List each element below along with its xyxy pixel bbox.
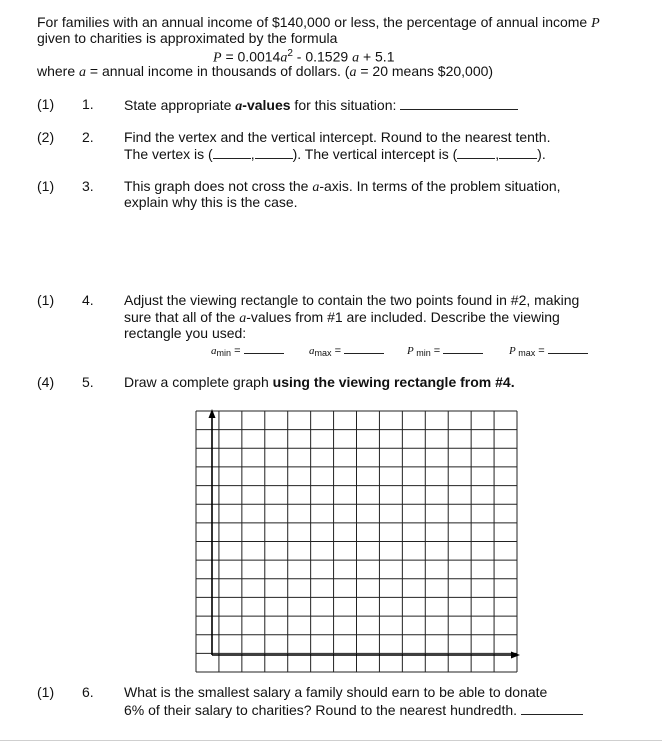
pmin-blank[interactable] — [443, 343, 483, 354]
q6-answer-blank[interactable] — [521, 701, 583, 715]
pmax-blank[interactable] — [548, 343, 588, 354]
q1-text: State appropriate a-values for this situation: — [124, 96, 518, 115]
vertical-axis-arrow-icon — [209, 409, 216, 418]
q5-points: (4) — [37, 374, 55, 390]
q3-line-2: explain why this is the case. — [124, 194, 298, 210]
pmin-field: P $_{min}$ = — [407, 343, 483, 361]
q5-text: Draw a complete graph using the viewing rectangle from #4. — [124, 374, 515, 390]
q4-line-3: rectangle you used: — [124, 325, 247, 341]
q4-points: (1) — [37, 292, 55, 308]
intro-line-2: given to charities is approximated by the formula — [37, 30, 338, 46]
amax-blank[interactable] — [344, 343, 384, 354]
q3-line-1: This graph does not cross the a-axis. In terms of the problem situation, — [124, 178, 561, 195]
vertex-x-blank[interactable] — [213, 145, 251, 159]
q1-answer-blank[interactable] — [400, 96, 518, 110]
q4-number: 4. — [82, 292, 94, 308]
q6-line-2: 6% of their salary to charities? Round to the nearest hundredth. — [124, 701, 583, 718]
q6-line-1: What is the smallest salary a family should earn to be able to donate — [124, 684, 548, 700]
intro-line-1: For families with an annual income of $140,000 or less, the percentage of annual income P — [37, 14, 600, 31]
vertex-y-blank[interactable] — [255, 145, 293, 159]
pmax-field: P $_{max}$ = — [509, 343, 588, 361]
q2-number: 2. — [82, 129, 94, 145]
intercept-y-blank[interactable] — [499, 145, 537, 159]
q2-line-2: The vertex is ( , ). The vertical intercept is ( , ). — [124, 146, 546, 162]
q1-number: 1. — [82, 96, 94, 112]
amax-field: $a_{max}$ = — [309, 343, 384, 361]
q6-number: 6. — [82, 684, 94, 700]
q4-line-1: Adjust the viewing rectangle to contain the two points found in #2, making — [124, 292, 580, 308]
q5-number: 5. — [82, 374, 94, 390]
q2-line-1: Find the vertex and the vertical intercept. Round to the nearest tenth. — [124, 129, 551, 145]
q6-points: (1) — [37, 684, 55, 700]
q3-number: 3. — [82, 178, 94, 194]
horizontal-axis-arrow-icon — [511, 652, 520, 659]
intercept-x-blank[interactable] — [457, 145, 495, 159]
q3-points: (1) — [37, 178, 55, 194]
amin-field: $a_{min}$ = — [211, 343, 284, 361]
q4-line-2: sure that all of the a-values from #1 are included. Describe the viewing — [124, 309, 560, 326]
q1-points: (1) — [37, 96, 55, 112]
where-line: where a = annual income in thousands of dollars. (a = 20 means $20,000) — [37, 63, 494, 80]
formula: $P = 0.0014a^2 - 0.1529$ a + 5.1 — [213, 48, 395, 66]
q2-points: (2) — [37, 129, 55, 145]
page-edge-line — [0, 740, 662, 741]
amin-blank[interactable] — [244, 343, 284, 354]
